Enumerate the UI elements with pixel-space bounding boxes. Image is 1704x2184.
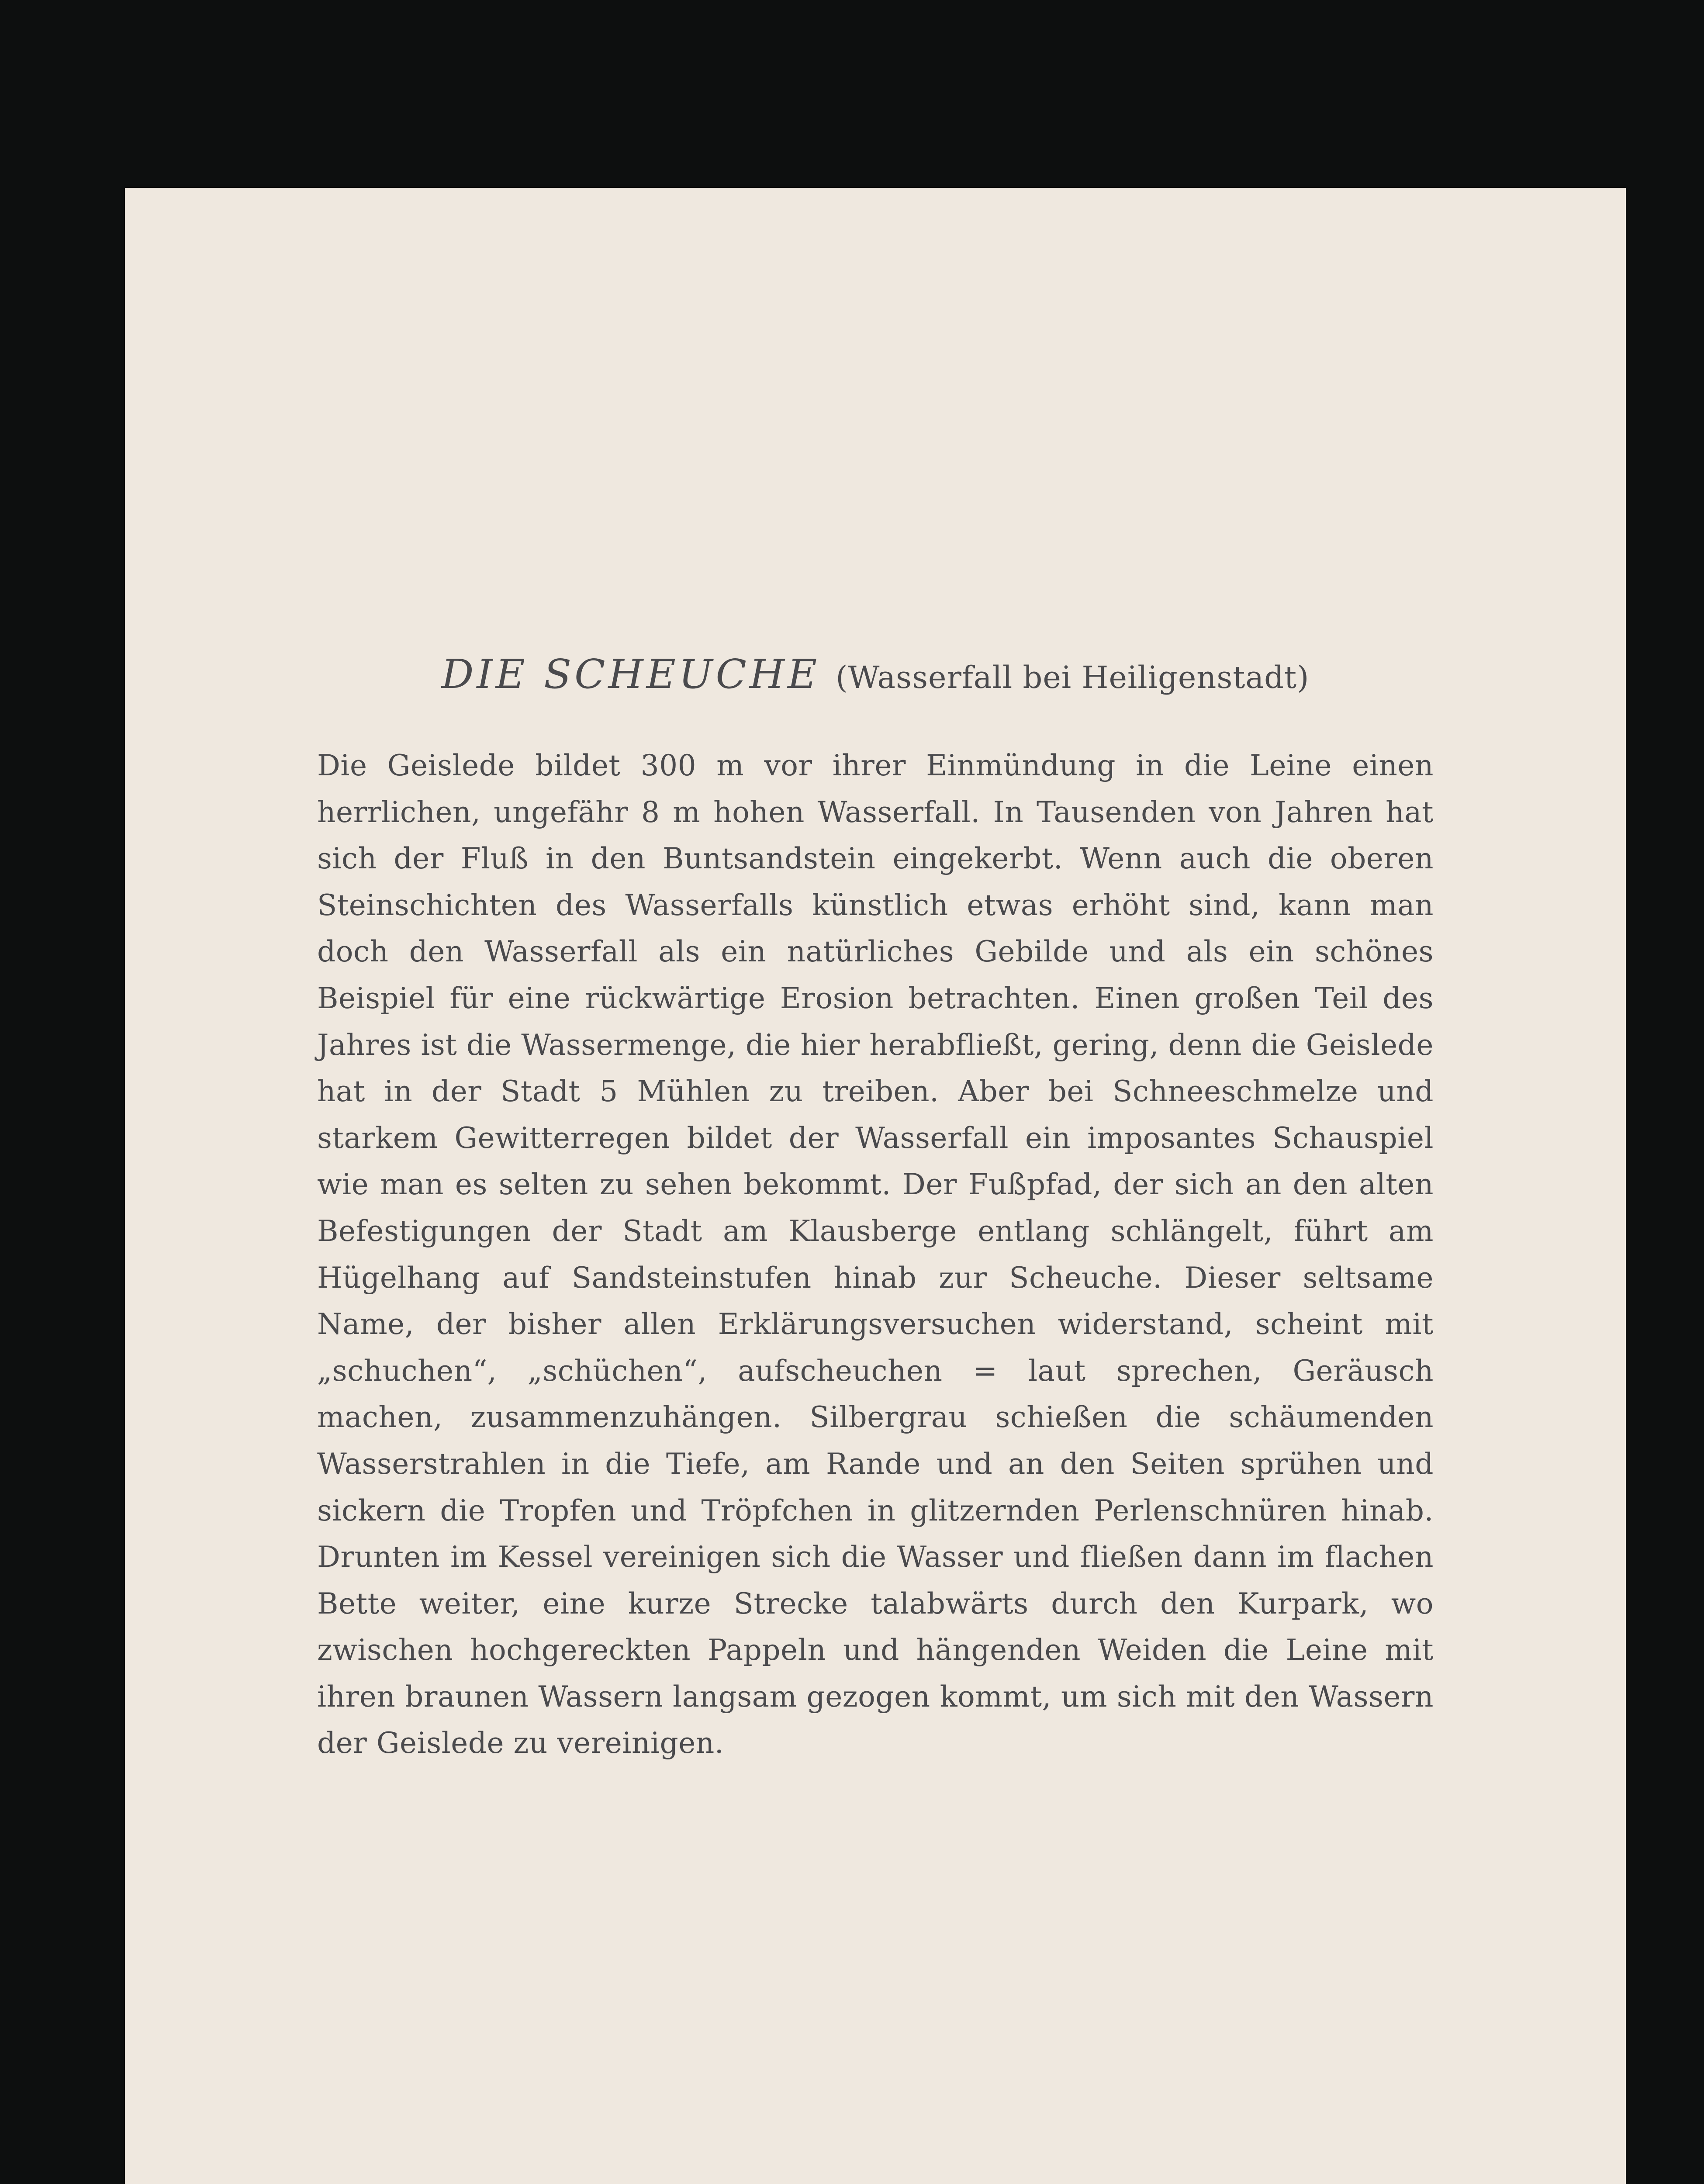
document-title: DIE SCHEUCHE	[441, 651, 820, 698]
body-paragraph: Die Geislede bildet 300 m vor ihrer Einmündung in die Leine einen herrlichen, ungefähr 8 m hohen Wasserfall. In Tausenden von Jahren hat sich der Fluß in den Buntsandstein eingekerbt. Wenn auch die oberen Steinschichten des Wasserfalls künstlich etwas erhöht sind, kann man doch den Wasserfall als ein natürliches Gebilde und als ein schönes Beispiel für eine rückwärtige Erosion betrachten. Einen großen Teil des Jahres ist die Wassermenge, die hier herabfließt, gering, denn die Geislede hat in der Stadt 5 Mühlen zu treiben. Aber bei Schneeschmelze und starkem Gewitterregen bildet der Wasserfall ein imposantes Schauspiel wie man es selten zu sehen bekommt. Der Fußpfad, der sich an den alten Befestigungen der Stadt am Klausberge entlang schlängelt, führt am Hügelhang auf Sandsteinstufen hinab zur Scheuche. Dieser seltsame Name, der bisher allen Erklärungsversuchen widerstand, scheint mit „schuchen“, „schüchen“, aufscheuchen = laut sprechen, Geräusch machen, zusammenzuhängen. Silbergrau schießen die schäumenden Wasserstrahlen in die Tiefe, am Rande und an den Seiten sprühen und sickern die Tropfen und Tröpfchen in glitzernden Perlenschnüren hinab. Drunten im Kessel vereinigen sich die Wasser und fließen dann im flachen Bette weiter, eine kurze Strecke talabwärts durch den Kurpark, wo zwischen hochgereckten Pappeln und hängenden Weiden die Leine mit ihren braunen Wassern langsam gezogen kommt, um sich mit den Wassern der Geislede zu vereinigen.	[317, 749, 1434, 1760]
document-subtitle: (Wasserfall bei Heiligenstadt)	[836, 660, 1310, 695]
title-row	[125, 651, 1626, 698]
paper-sheet	[125, 188, 1626, 2184]
